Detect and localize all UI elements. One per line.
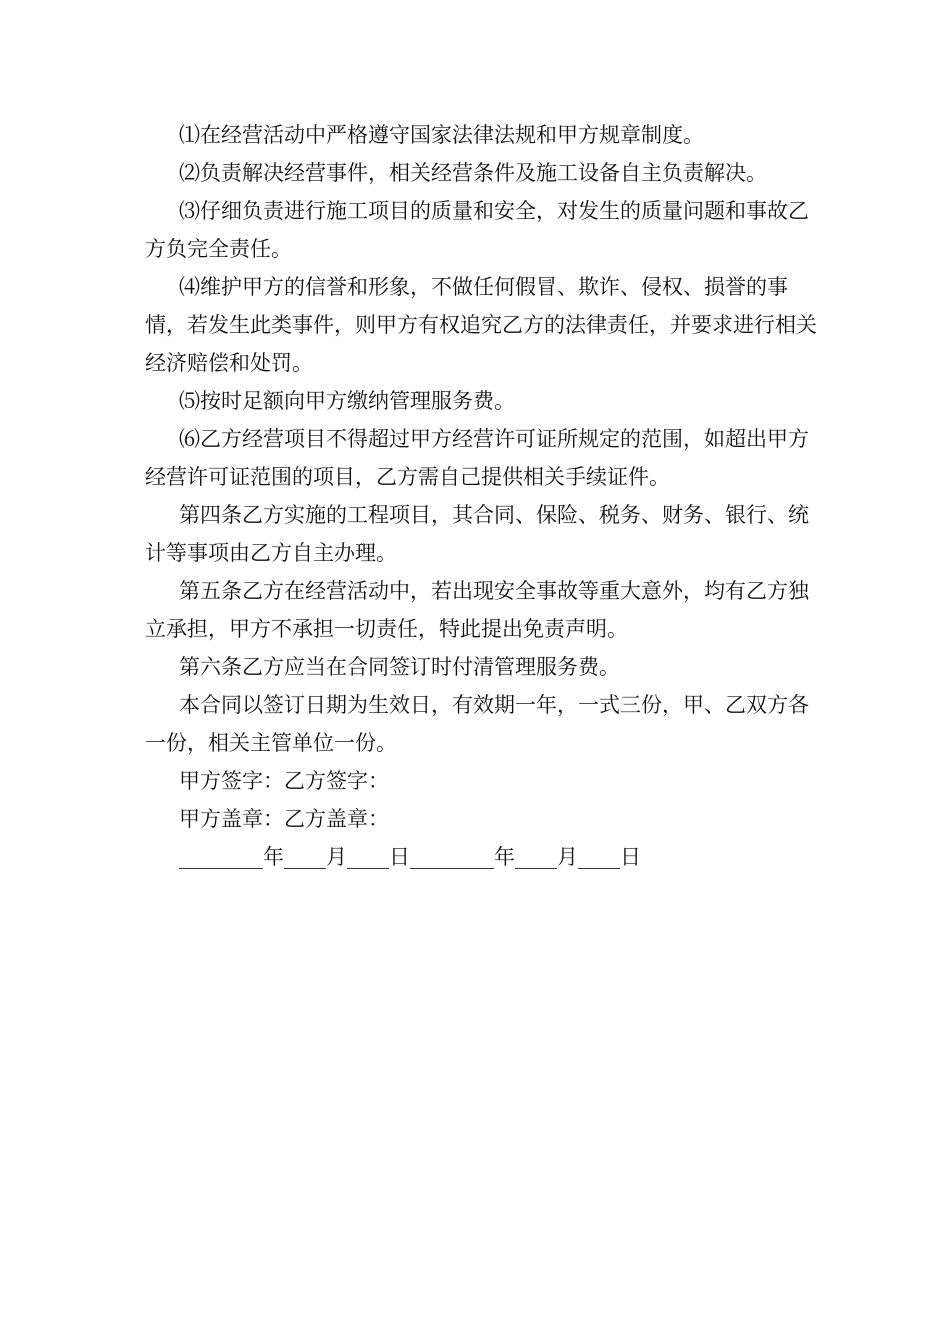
contract-body — [145, 116, 825, 876]
clause-3: ⑶仔细负责进行施工项目的质量和安全，对发生的质量问题和事故乙方负完全责任。 — [145, 199, 809, 261]
clause-4: ⑷维护甲方的信誉和形象，不做任何假冒、欺诈、侵权、损誉的事情，若发生此类事件，则甲方有权追究乙方的法律责任，并要求进行相关经济赔偿和处罚。 — [145, 275, 817, 375]
clause-1: ⑴在经营活动中严格遵守国家法律法规和甲方规章制度。 — [179, 123, 704, 147]
clause-6: ⑹乙方经营项目不得超过甲方经营许可证所规定的范围，如超出甲方经营许可证范围的项目，乙方需自己提供相关手续证件。 — [145, 427, 809, 489]
clause-5: ⑸按时足额向甲方缴纳管理服务费。 — [179, 389, 515, 413]
article-4: 第四条乙方实施的工程项目，其合同、保险、税务、财务、银行、统计等事项由乙方自主办理。 — [145, 503, 809, 565]
signature-line: 甲方签字：乙方签字： — [179, 769, 389, 793]
article-6: 第六条乙方应当在合同签订时付清管理服务费。 — [179, 655, 620, 679]
date-line: ________年____月____日________年____月____日 — [179, 845, 641, 869]
seal-line: 甲方盖章：乙方盖章： — [179, 807, 389, 831]
validity-clause: 本合同以签订日期为生效日，有效期一年，一式三份，甲、乙双方各一份，相关主管单位一份。 — [145, 693, 809, 755]
article-5: 第五条乙方在经营活动中，若出现安全事故等重大意外，均有乙方独立承担，甲方不承担一切责任，特此提出免责声明。 — [145, 579, 809, 641]
clause-2: ⑵负责解决经营事件，相关经营条件及施工设备自主负责解决。 — [179, 161, 767, 185]
